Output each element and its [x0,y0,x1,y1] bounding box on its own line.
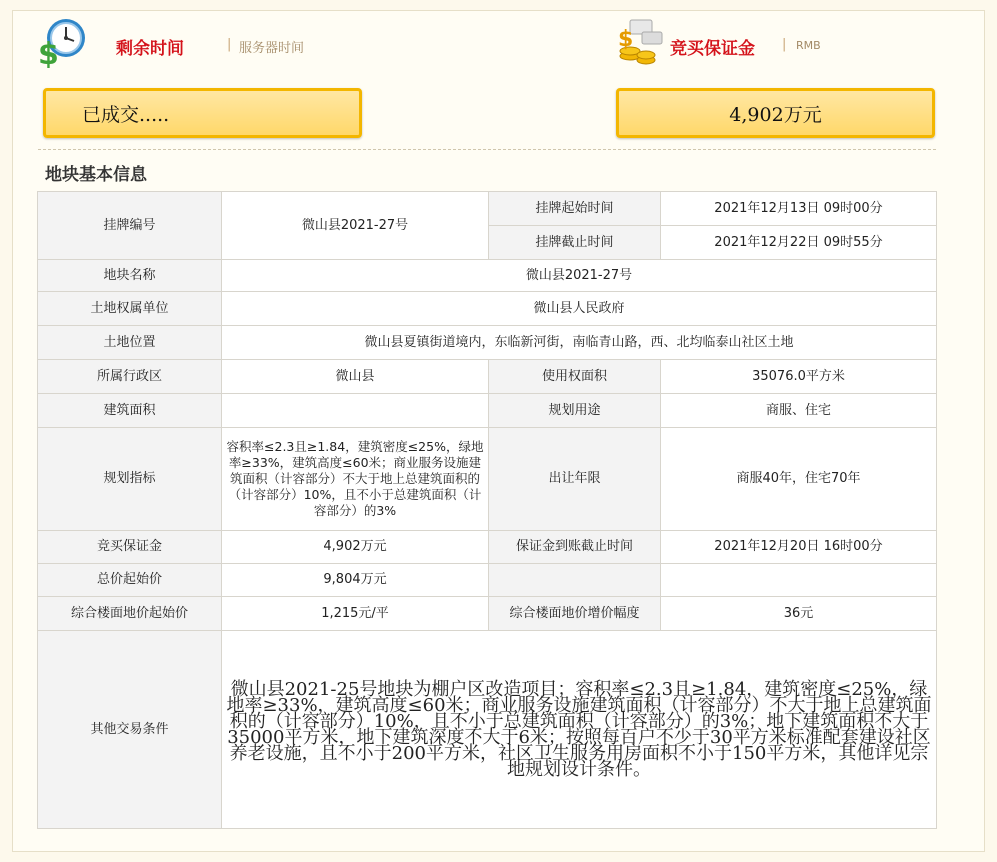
listing-no: 微山县2021-27号 [222,192,489,260]
auction-status-text: 已成交..... [82,103,170,126]
auction-status-box [43,88,362,138]
coins-icon [616,16,668,68]
deposit-deadline-label: 保证金到账截止时间 [489,531,661,564]
start-price: 9,804万元 [222,564,489,597]
start-price-label: 总价起始价 [38,564,222,597]
district-label: 所属行政区 [38,360,222,394]
build-area-label: 建筑面积 [38,394,222,428]
clock-dollar-icon [36,16,88,68]
end-time: 2021年12月22日 09时55分 [661,226,937,260]
plan-use: 商服、住宅 [661,394,937,428]
owner: 微山县人民政府 [222,292,937,326]
owner-label: 土地权属单位 [38,292,222,326]
increment-label: 综合楼面地价增价幅度 [489,597,661,631]
parcel-name: 微山县2021-27号 [222,260,937,292]
conditions: 微山县2021-25号地块为棚户区改造项目；容积率≤2.3且≥1.84，建筑密度≤25%，绿地率≥33%，建筑高度≤60米；商业服务设施建筑面积（计容部分）不大于地上总建筑面积的（计容部分）10%，且不小于总建筑面积（计容部分）的3%；地下建筑面积不大于35000平方米，地下建筑深度不大于6米；按照每百户不少于30平方米标准配套建设社区养老设施，且不小于200平方米，社区卫生服务用房面积不小于150平方米，其他详见宗地规划设计条件。 [222,631,937,829]
server-time-label: 服务器时间 [239,41,305,56]
empty-label [489,564,661,597]
listing-no-label: 挂牌编号 [38,192,222,260]
svg-text:$: $ [38,37,59,68]
deposit-amount-text: 4,902万元 [729,103,822,126]
plan-use-label: 规划用途 [489,394,661,428]
floor-price-label: 综合楼面地价起始价 [38,597,222,631]
term-label: 出让年限 [489,428,661,531]
deposit-amount-box [616,88,935,138]
separator: | [782,37,787,52]
countdown-header [36,16,356,72]
separator: | [227,37,232,52]
use-area: 35076.0平方米 [661,360,937,394]
use-area-label: 使用权面积 [489,360,661,394]
build-area [222,394,489,428]
location: 微山县夏镇街道境内，东临新河街，南临青山路，西、北均临泰山社区土地 [222,326,937,360]
location-label: 土地位置 [38,326,222,360]
svg-text:$: $ [618,27,634,52]
deposit-header [616,16,936,72]
district: 微山县 [222,360,489,394]
increment: 36元 [661,597,937,631]
start-time-label: 挂牌起始时间 [489,192,661,226]
empty-value [661,564,937,597]
parcel-name-label: 地块名称 [38,260,222,292]
parcel-info-table [37,191,937,829]
deposit: 4,902万元 [222,531,489,564]
plan-index: 容积率≤2.3且≥1.84，建筑密度≤25%，绿地率≥33%，建筑高度≤60米；商业服务设施建筑面积（计容部分）不大于地上总建筑面积的（计容部分）10%，且不小于总建筑面积（计容部分）的3% [222,428,489,531]
start-time: 2021年12月13日 09时00分 [661,192,937,226]
divider [38,149,936,150]
conditions-label: 其他交易条件 [38,631,222,829]
section-title: 地块基本信息 [45,165,147,185]
plan-index-label: 规划指标 [38,428,222,531]
currency-label: RMB [796,39,821,52]
deposit-title: 竞买保证金 [670,39,755,59]
deposit-label: 竞买保证金 [38,531,222,564]
countdown-title: 剩余时间 [116,39,184,59]
floor-price: 1,215元/平 [222,597,489,631]
end-time-label: 挂牌截止时间 [489,226,661,260]
term: 商服40年，住宅70年 [661,428,937,531]
deposit-deadline: 2021年12月20日 16时00分 [661,531,937,564]
